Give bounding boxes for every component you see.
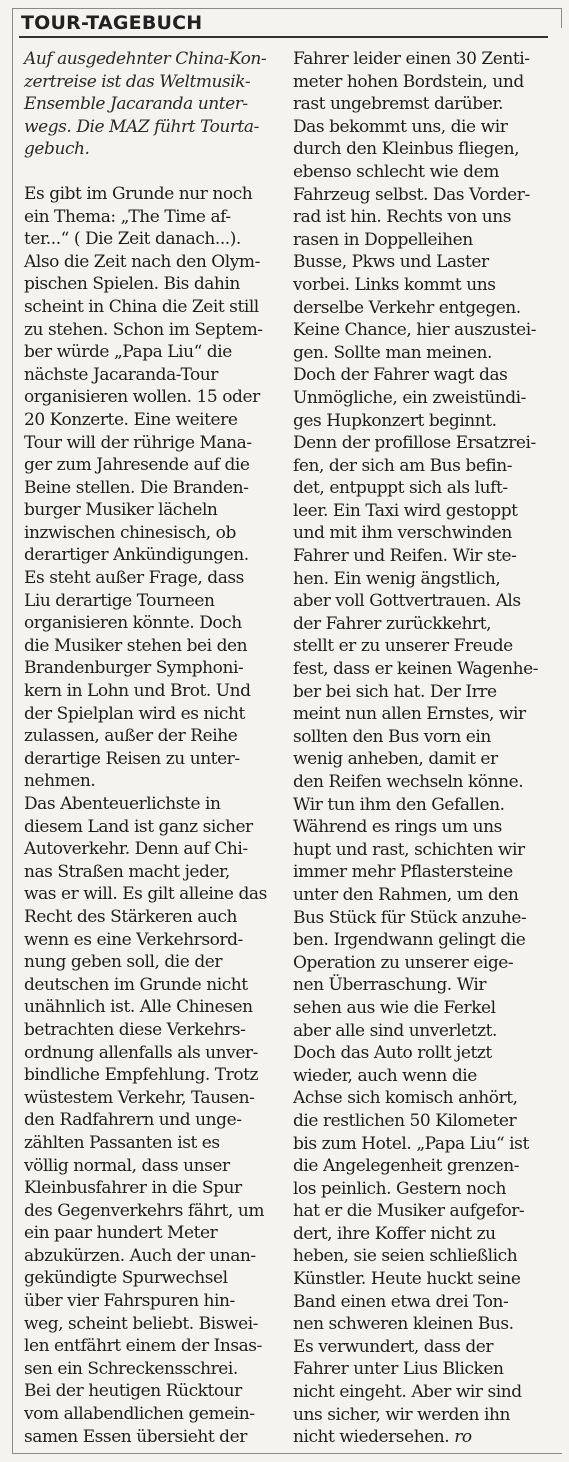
body-line: ter...“ ( Die Zeit danach...).: [24, 229, 241, 250]
body-line: 20 Konzerte. Eine weitere: [24, 409, 238, 430]
body-line: derartiger Ankündigungen.: [24, 545, 249, 566]
body-line: ger zum Jahresende auf die: [24, 455, 250, 476]
body-line: Das bekommt uns, die wir: [293, 116, 508, 137]
body-line: gekündigte Spurwechsel: [24, 1268, 228, 1289]
body-line: nen Überraschung. Wir: [293, 975, 487, 996]
body-line: nen schweren kleinen Bus.: [293, 1314, 514, 1335]
body-line: fest, dass er keinen Wagenhe-: [293, 659, 539, 680]
body-line: die Musiker stehen bei den: [24, 635, 248, 656]
body-line: nächste Jacaranda-Tour: [24, 364, 218, 385]
body-line: derartige Reisen zu unter-: [24, 748, 240, 769]
body-line: meint nun allen Ernstes, wir: [293, 704, 526, 725]
body-line: uns sicher, wir werden ihn: [293, 1404, 510, 1425]
body-line: Kleinbusfahrer in die Spur: [24, 1178, 242, 1199]
rubric-underline: [19, 36, 548, 38]
body-line: nung geben soll, die der: [24, 952, 223, 973]
body-line: Liu derartige Tourneen: [24, 590, 215, 611]
lead-line: wegs. Die MAZ führt Tourta-: [24, 116, 259, 137]
body-line: weg, scheint beliebt. Biswei-: [24, 1313, 258, 1334]
body-line: Beine stellen. Die Branden-: [24, 477, 249, 498]
body-line: hat er die Musiker aufgefor-: [293, 1201, 525, 1222]
body-line: ein Thema: „The Time af-: [24, 206, 231, 227]
body-line: leer. Ein Taxi wird gestoppt: [293, 500, 518, 521]
body-line: unter den Rahmen, um den: [293, 884, 519, 905]
body-line: ein paar hundert Meter: [24, 1223, 218, 1244]
body-line: fen, der sich am Bus befin-: [293, 455, 513, 476]
body-line: unähnlich ist. Alle Chinesen: [24, 997, 253, 1018]
body-line: ges Hupkonzert beginnt.: [293, 410, 497, 431]
body-line: nas Straßen macht jeder,: [24, 861, 230, 882]
body-line: nicht wiedersehen. ro: [293, 1427, 472, 1448]
body-line: was er will. Es gilt alleine das: [24, 884, 267, 905]
body-line: vom allabendlichen gemein-: [24, 1404, 255, 1425]
body-line: Achse sich komisch anhört,: [293, 1088, 518, 1109]
body-line: zu stehen. Schon im Septem-: [24, 319, 263, 340]
body-line: bindliche Empfehlung. Trotz: [24, 1065, 259, 1086]
lead-line: Ensemble Jacaranda unter-: [24, 94, 248, 115]
column-right: [293, 48, 549, 1449]
body-line: organisieren wollen. 15 oder: [24, 387, 260, 408]
body-line: der Fahrer zurückkehrt,: [293, 613, 492, 634]
lead-line: Auf ausgedehnter China-Kon-: [24, 49, 267, 69]
body-line: Brandenburger Symphoni-: [24, 658, 244, 679]
body-line: Recht des Stärkeren auch: [24, 906, 238, 927]
body-line: derselbe Verkehr entgegen.: [293, 297, 521, 318]
body-line: gen. Sollte man meinen.: [293, 342, 492, 363]
rubric-title: TOUR-TAGEBUCH: [21, 12, 203, 34]
body-line: der Spielplan wird es nicht: [24, 703, 245, 724]
body-line: bis zum Hotel. „Papa Liu“ ist: [293, 1133, 529, 1154]
body-line: Tour will der rührige Mana-: [24, 432, 252, 453]
body-line: rasen in Doppelleihen: [293, 229, 473, 250]
body-line: Während es rings um uns: [293, 817, 502, 838]
body-line: sen ein Schreckensschrei.: [24, 1358, 238, 1379]
body-line: Künstler. Heute huckt seine: [293, 1269, 521, 1290]
body-line: des Gegenverkehrs fährt, um: [24, 1200, 265, 1221]
body-line: hen. Ein wenig ängstlich,: [293, 568, 501, 589]
lead-line: zertreise ist das Weltmusik-: [24, 71, 251, 92]
body-line: inzwischen chinesisch, ob: [24, 522, 236, 543]
body-line: Fahrer und Reifen. Wir ste-: [293, 546, 517, 567]
body-line: Also die Zeit nach den Olym-: [24, 251, 260, 272]
body-line: samen Essen übersieht der: [24, 1426, 247, 1447]
author-signature: ro: [454, 1427, 472, 1448]
body-line: Fahrer leider einen 30 Zenti-: [293, 49, 530, 69]
left-body: [24, 183, 282, 1448]
body-line: Es steht außer Frage, dass: [24, 568, 244, 589]
body-line: organisieren könnte. Doch: [24, 613, 242, 634]
body-line: rast ungebremst darüber.: [293, 94, 504, 115]
body-line: len entfährt einem der Insas-: [24, 1336, 262, 1357]
body-line: Denn der profillose Ersatzrei-: [293, 433, 536, 454]
body-line: sehen aus wie die Ferkel: [293, 997, 496, 1018]
body-line: wenn es eine Verkehrsord-: [24, 929, 243, 950]
body-line: aber voll Gottvertrauen. Als: [293, 591, 521, 612]
body-line: burger Musiker lächeln: [24, 500, 218, 521]
body-line: heben, sie seien schließlich: [293, 1246, 518, 1267]
body-line: durch den Kleinbus fliegen,: [293, 139, 520, 160]
body-line: Busse, Pkws und Laster: [293, 252, 489, 273]
column-left: [24, 48, 282, 1448]
body-line: stellt er zu unserer Freude: [293, 636, 513, 657]
body-line: hupt und rast, schichten wir: [293, 839, 525, 860]
body-line: dert, ihre Koffer nicht zu: [293, 1223, 496, 1244]
lead-paragraph: [24, 48, 282, 161]
body-line: über vier Fahrspuren hin-: [24, 1291, 235, 1312]
body-line: Band einen etwa drei Ton-: [293, 1291, 509, 1312]
body-line: Doch der Fahrer wagt das: [293, 365, 508, 386]
body-line: los peinlich. Gestern noch: [293, 1178, 506, 1199]
body-line: wüstestem Verkehr, Tausen-: [24, 1087, 255, 1108]
body-line: ordnung allenfalls als unver-: [24, 1042, 258, 1063]
body-line: immer mehr Pflastersteine: [293, 862, 513, 883]
body-line: wenig anheben, damit er: [293, 749, 498, 770]
body-line: aber alle sind unverletzt.: [293, 1020, 497, 1041]
lead-line: gebuch.: [24, 139, 90, 160]
body-line: nehmen.: [24, 771, 96, 792]
body-line: ebenso schlecht wie dem: [293, 161, 499, 182]
body-line: den Reifen wechseln könne.: [293, 772, 524, 792]
body-line: Fahrer unter Lius Blicken: [293, 1359, 504, 1380]
body-line: pischen Spielen. Bis dahin: [24, 274, 240, 295]
body-line: Das Abenteuerlichste in: [24, 794, 221, 814]
body-line: abzukürzen. Auch der unan-: [24, 1245, 256, 1266]
right-body: [293, 48, 549, 1449]
body-line: ber bei sich hat. Der Irre: [293, 681, 497, 702]
body-line: nicht eingeht. Aber wir sind: [293, 1382, 522, 1403]
body-line: Autoverkehr. Denn auf Chi-: [24, 839, 248, 860]
body-line: wieder, auch wenn die: [293, 1065, 477, 1086]
body-line: den Radfahrern und unge-: [24, 1110, 242, 1131]
body-line: betrachten diese Verkehrs-: [24, 1019, 246, 1040]
body-line: ben. Irgendwann gelingt die: [293, 930, 526, 951]
body-line: die restlichen 50 Kilometer: [293, 1110, 517, 1131]
body-line: diesem Land ist ganz sicher: [24, 816, 253, 837]
body-line: Unmögliche, ein zweistündi-: [293, 387, 526, 408]
body-line: Bei der heutigen Rücktour: [24, 1381, 242, 1402]
body-line: det, entpuppt sich als luft-: [293, 478, 508, 499]
body-line: ber würde „Papa Liu“ die: [24, 342, 232, 363]
body-line: rad ist hin. Rechts von uns: [293, 207, 512, 228]
body-line: zulassen, außer der Reihe: [24, 726, 238, 747]
body-line: zählten Passanten ist es: [24, 1132, 220, 1153]
body-line: deutschen im Grunde nicht: [24, 974, 248, 995]
body-line: Wir tun ihm den Gefallen.: [293, 794, 505, 815]
body-line: Doch das Auto rollt jetzt: [293, 1043, 492, 1064]
body-line: Es verwundert, dass der: [293, 1336, 494, 1357]
body-line: die Angelegenheit grenzen-: [293, 1156, 520, 1177]
body-line: völlig normal, dass unser: [24, 1155, 230, 1176]
body-line: scheint in China die Zeit still: [24, 296, 259, 317]
body-line: kern in Lohn und Brot. Und: [24, 681, 251, 702]
body-line: Es gibt im Grunde nur noch: [24, 183, 253, 204]
body-line: sollten den Bus vorn ein: [293, 726, 491, 747]
body-line: vorbei. Links kommt uns: [293, 274, 496, 295]
body-line: Operation zu unserer eige-: [293, 952, 514, 973]
body-line: meter hohen Bordstein, und: [293, 71, 524, 92]
body-line: Keine Chance, hier auszustei-: [293, 320, 537, 341]
body-line: Fahrzeug selbst. Das Vorder-: [293, 184, 530, 205]
body-line: und mit ihm verschwinden: [293, 523, 512, 544]
body-line: Bus Stück für Stück anzuhe-: [293, 907, 527, 928]
